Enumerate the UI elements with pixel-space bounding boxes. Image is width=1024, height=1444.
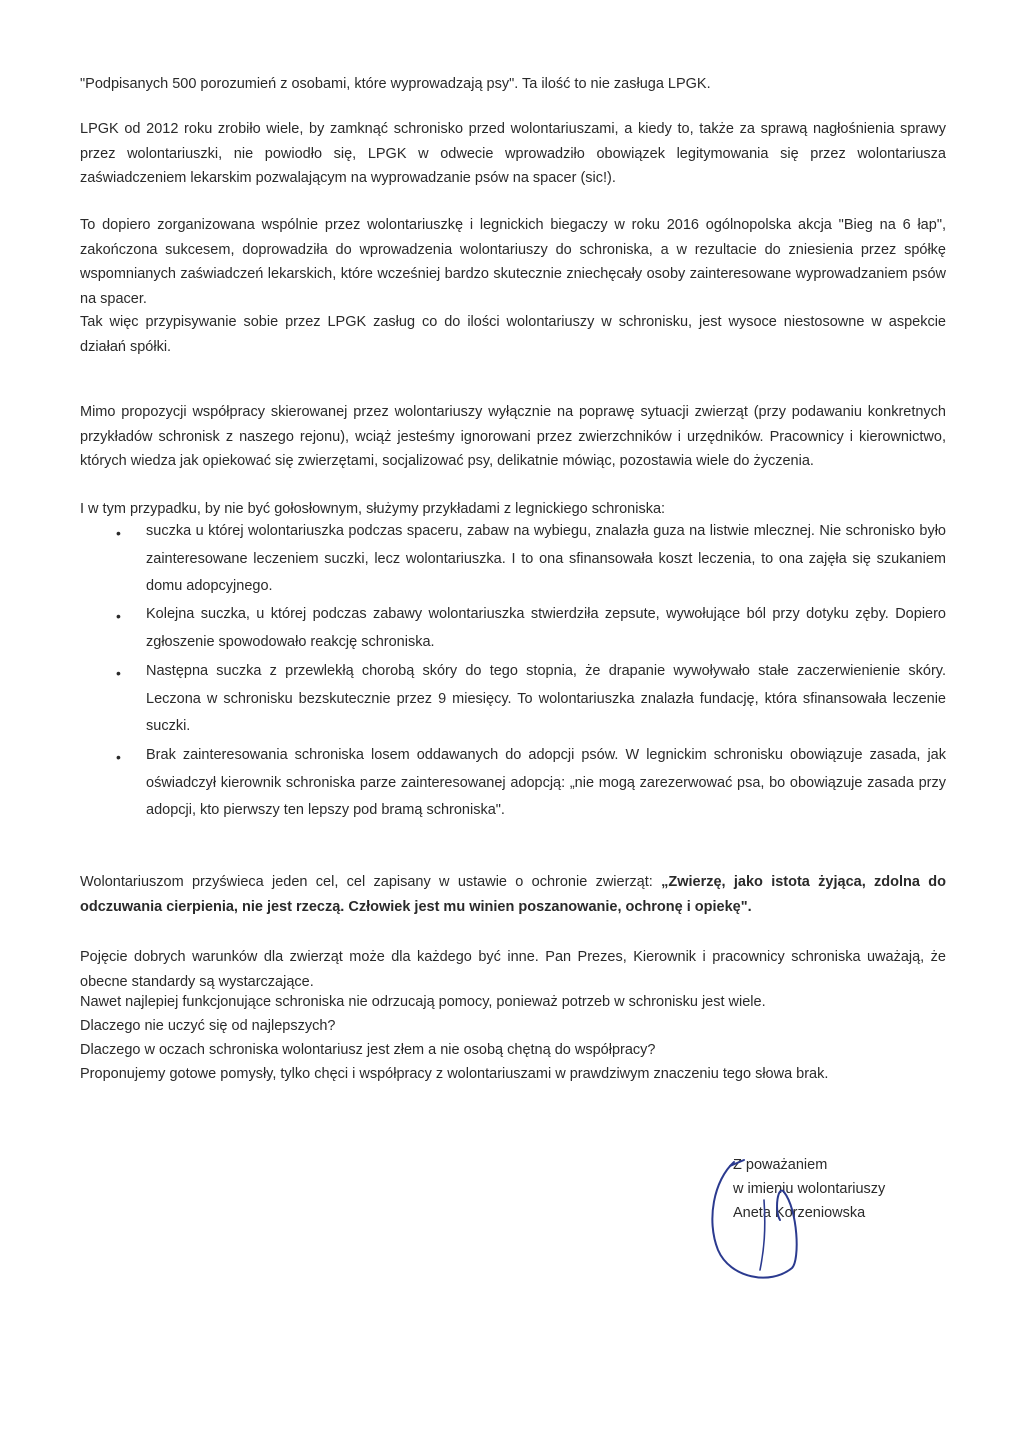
- law-quote-bold: „Zwierzę, jako istota żyjąca, zdolna do odczuwania cierpienia, nie jest rzeczą. Człowiek jest mu winien poszanowanie, ochronę i opiekę".: [80, 874, 946, 915]
- paragraph-standards: Pojęcie dobrych warunków dla zwierząt może dla każdego być inne. Pan Prezes, Kierownik i pracownicy schroniska uważają, że obecne standardy są wystarczające.: [80, 949, 946, 990]
- signature-name: Aneta Korzeniowska: [733, 1205, 866, 1221]
- paragraph-help: Nawet najlepiej funkcjonujące schroniska nie odrzucają pomocy, ponieważ potrzeb w schronisku jest wiele.: [80, 994, 766, 1010]
- paragraph-closing: Proponujemy gotowe pomysły, tylko chęci i współpracy z wolontariuszami w prawdziwym znaczeniu tego słowa brak.: [80, 1066, 829, 1082]
- intro-line: "Podpisanych 500 porozumień z osobami, które wyprowadzają psy". Ta ilość to nie zasługa LPGK.: [80, 76, 711, 92]
- handwritten-signature-icon: [700, 1150, 820, 1290]
- law-quote-lead: Wolontariuszom przyświeca jeden cel, cel zapisany w ustawie o ochronie zwierząt:: [80, 874, 662, 890]
- bullet-item: suczka u której wolontariuszka podczas spaceru, zabaw na wybiegu, znalazła guza na listwie mlecznej. Nie schronisko było zainteresowane leczeniem suczki, lecz wolontariuszka. I to ona sfinansowała koszt leczenia, to ona zajęła się szukaniem domu adopcyjnego.: [146, 523, 946, 594]
- question-volunteer: Dlaczego w oczach schroniska wolontariusz jest złem a nie osobą chętną do współpracy?: [80, 1042, 656, 1058]
- signature-on-behalf: w imieniu wolontariuszy: [733, 1181, 886, 1197]
- signature-greeting: Z poważaniem: [733, 1157, 828, 1173]
- bullet-item: Kolejna suczka, u której podczas zabawy wolontariuszka stwierdziła zepsute, wywołujące ból przy dotyku zęby. Dopiero zgłoszenie spowodowało reakcję schroniska.: [146, 606, 946, 650]
- bullet-marker: •: [116, 608, 121, 624]
- question-best: Dlaczego nie uczyć się od najlepszych?: [80, 1018, 336, 1034]
- bullet-item: Następna suczka z przewlekłą chorobą skóry do tego stopnia, że drapanie wywoływało stałe zaczerwienienie skóry. Leczona w schronisku bezskutecznie przez 9 miesięcy. To wolontariuszka znalazła fundację, która sfinansowała leczenie suczki.: [146, 663, 946, 734]
- bullet-marker: •: [116, 749, 121, 765]
- paragraph-history: LPGK od 2012 roku zrobiło wiele, by zamknąć schronisko przed wolontariuszami, a kiedy to, także za sprawą nagłośnienia sprawy przez wolontariuszki, nie powiodło się, LPGK w odwecie wprowadziło obowiązek legitymowania się przez wolontariusza zaświadczeniem lekarskim pozwalającym na wyprowadzanie psów na spacer (sic!).: [80, 121, 946, 186]
- paragraph-conclusion: Tak więc przypisywanie sobie przez LPGK zasług co do ilości wolontariuszy w schronisku, jest wysoce niestosowne w aspekcie działań spółki.: [80, 314, 946, 355]
- bullet-item: Brak zainteresowania schroniska losem oddawanych do adopcji psów. W legnickim schronisku obowiązuje zasada, jak oświadczył kierownik schroniska parze zainteresowanej adopcją: „nie mogą zarezerwować psa, bo obowiązuje zasada przy adopcji, kto pierwszy ten lepszy pod bramą schroniska".: [146, 747, 946, 818]
- paragraph-examples-intro: I w tym przypadku, by nie być gołosłownym, służymy przykładami z legnickiego schroniska:: [80, 501, 666, 517]
- bullet-marker: •: [116, 665, 121, 681]
- paragraph-bieg-na-6-lap: To dopiero zorganizowana wspólnie przez wolontariuszkę i legnickich biegaczy w roku 2016 ogólnopolska akcja "Bieg na 6 łap", zakończona sukcesem, doprowadziła do wprowadzenia wolontariuszy do schroniska, a w rezultacie do zniesienia przez spółkę wspomnianych zaświadczeń lekarskich, które wcześniej bardzo skutecznie zniechęcały osoby zainteresowane wyprowadzaniem psów na spacer.: [80, 217, 946, 307]
- paragraph-law-quote: [80, 870, 946, 919]
- bullet-marker: •: [116, 525, 121, 541]
- paragraph-cooperation: Mimo propozycji współpracy skierowanej przez wolontariuszy wyłącznie na poprawę sytuacji zwierząt (przy podawaniu konkretnych przykładów schronisk z naszego rejonu), wciąż jesteśmy ignorowani przez zwierzchników i urzędników. Pracownicy i kierownictwo, których wiedza jak opiekować się zwierzętami, socjalizować psy, delikatnie mówiąc, pozostawia wiele do życzenia.: [80, 404, 946, 469]
